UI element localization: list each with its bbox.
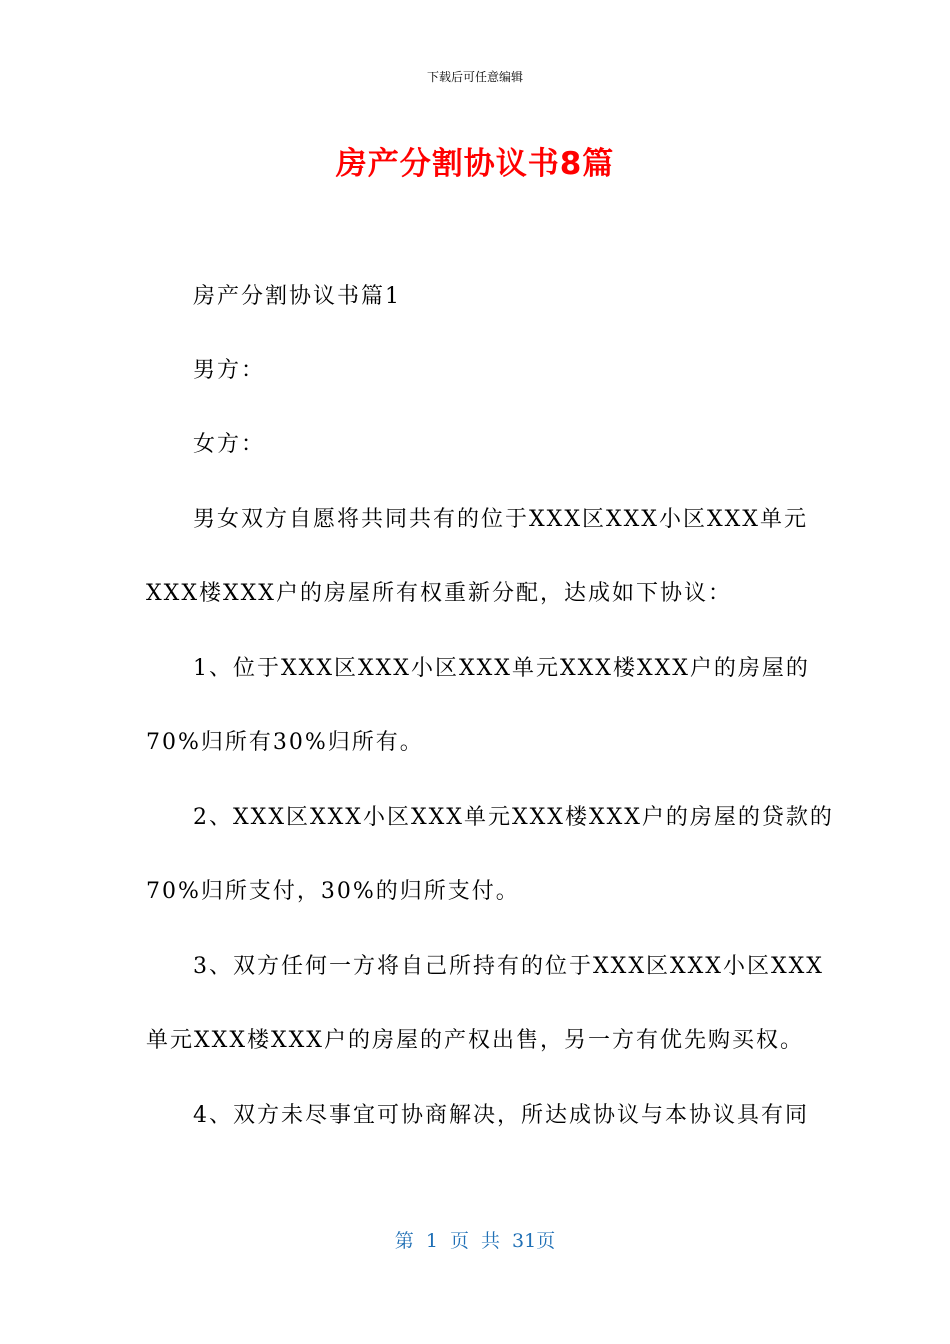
text-line: 70%归所支付，30%的归所支付。 bbox=[146, 879, 520, 904]
text-line: 1、位于XXX区XXX小区XXX单元XXX楼XXX户的房屋的 bbox=[193, 656, 810, 681]
text-line: 女方： bbox=[193, 432, 266, 457]
text-line: 3、双方任何一方将自己所持有的位于XXX区XXX小区XXX bbox=[193, 954, 824, 979]
page-number: 第 1 页 共 31页 bbox=[394, 1230, 556, 1252]
text-line: 70%归所有30%归所有。 bbox=[146, 730, 424, 755]
text-line: 男女双方自愿将共同共有的位于XXX区XXX小区XXX单元 bbox=[193, 507, 808, 532]
section-heading: 房产分割协议书篇1 bbox=[193, 284, 401, 309]
document-title: 房产分割协议书8篇 bbox=[335, 146, 615, 182]
text-line: XXX楼XXX户的房屋所有权重新分配，达成如下协议： bbox=[146, 581, 732, 606]
text-line: 单元XXX楼XXX户的房屋的产权出售，另一方有优先购买权。 bbox=[146, 1028, 804, 1053]
text-line: 男方： bbox=[193, 358, 266, 383]
header-note: 下载后可任意编辑 bbox=[426, 70, 523, 84]
text-line: 4、双方未尽事宜可协商解决，所达成协议与本协议具有同 bbox=[193, 1103, 809, 1128]
text-line: 2、XXX区XXX小区XXX单元XXX楼XXX户的房屋的贷款的 bbox=[193, 805, 834, 830]
